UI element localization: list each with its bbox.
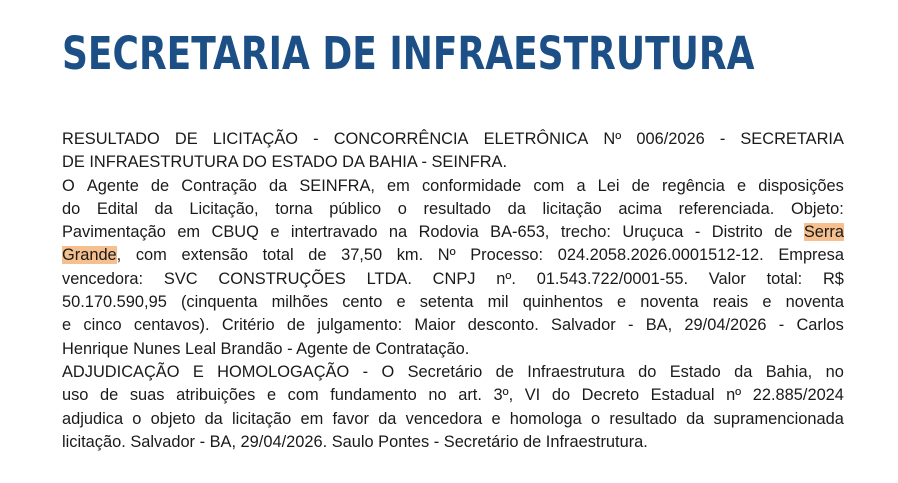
word: art. — [458, 386, 482, 405]
word: adjudica — [62, 409, 124, 428]
word: Contração — [181, 176, 257, 195]
word: vencedora — [405, 409, 483, 428]
word: CNPJ — [432, 269, 476, 288]
notice-line — [62, 408, 844, 431]
word: 006/2026 — [636, 130, 705, 148]
line-text: DE INFRAESTRUTURA DO ESTADO DA BAHIA - SEINFRA. — [62, 153, 508, 172]
word: CONCORRÊNCIA — [333, 130, 469, 148]
word: conformidade — [421, 176, 522, 195]
word: CONSTRUÇÕES — [218, 269, 346, 288]
notice-line — [62, 175, 844, 198]
word: 50.170.590,95 — [62, 293, 167, 312]
word: de — [308, 246, 327, 265]
notice-line — [62, 361, 844, 384]
notice-line — [62, 198, 844, 221]
word: SEINFRA, — [299, 176, 375, 195]
word: Salvador — [551, 316, 616, 335]
line-text: licitação. Salvador - BA, 29/04/2026. Saulo Pontes - Secretário de Infraestrutura. — [62, 432, 648, 451]
word: - — [313, 130, 319, 148]
word: de — [150, 176, 170, 195]
word: Rodovia — [418, 223, 479, 242]
word: o — [397, 199, 407, 218]
word: suas — [129, 386, 165, 405]
word: supramencionada — [713, 409, 844, 428]
word: e — [617, 293, 627, 312]
word: do — [551, 386, 571, 405]
word: Agente — [86, 176, 139, 195]
word: e — [396, 293, 406, 312]
word: homologa — [509, 409, 582, 428]
word: de — [631, 176, 650, 195]
word: km. — [396, 246, 424, 265]
word: Estadual — [650, 386, 715, 405]
word: Distrito — [711, 223, 763, 242]
word: licitação — [232, 409, 292, 428]
word: em — [177, 223, 201, 242]
word: atribuições — [176, 386, 256, 405]
word: VI — [524, 386, 541, 405]
highlighted-word: Serra — [803, 223, 844, 242]
word: em — [387, 176, 410, 195]
word: E — [192, 362, 204, 381]
word: Maior — [414, 316, 456, 335]
word: vencedora: — [62, 269, 144, 288]
word: torna — [275, 199, 313, 218]
word: e — [270, 223, 280, 242]
word: a — [576, 176, 586, 195]
word: regência — [662, 176, 725, 195]
word: no — [825, 362, 844, 381]
word: da — [686, 409, 705, 428]
word: em — [300, 409, 324, 428]
word: Secretário — [407, 362, 483, 381]
word: - — [719, 130, 726, 148]
word: desconto. — [467, 316, 539, 335]
word: acima — [618, 199, 663, 218]
word: Edital — [96, 199, 138, 218]
word: LICITAÇÃO — [212, 130, 299, 148]
notice-line — [62, 384, 844, 407]
notice-body — [62, 128, 844, 454]
word: da — [154, 199, 173, 218]
word: (cinquenta — [180, 293, 258, 312]
word: CBUQ — [211, 223, 259, 242]
word: 22.885/2024 — [752, 386, 844, 405]
word: mil — [487, 293, 509, 312]
word: - — [628, 316, 634, 335]
word: reais — [712, 293, 749, 312]
notice-line — [62, 431, 844, 454]
word: - — [778, 316, 785, 335]
word: com — [135, 246, 167, 265]
word: extensão — [181, 246, 248, 265]
word: Uruçuca — [622, 223, 684, 242]
word: intertravado — [290, 223, 378, 242]
word: do — [638, 362, 657, 381]
word: resultado — [609, 409, 677, 428]
notice-line — [62, 128, 844, 151]
word: Nº — [603, 130, 622, 148]
word: do — [62, 199, 81, 218]
word: ADJUDICAÇÃO — [62, 362, 180, 381]
word: BA-653, — [490, 223, 550, 242]
notice-line — [62, 338, 844, 361]
notice-line — [62, 268, 844, 291]
word: centavos). — [133, 316, 210, 335]
word: com — [533, 176, 565, 195]
word: 024.2058.2026.0001512-12. — [557, 246, 764, 265]
word: com — [287, 386, 319, 405]
word: fundamento — [330, 386, 417, 405]
word: Processo: — [470, 246, 544, 265]
word: O — [381, 362, 395, 381]
word: resultado — [423, 199, 491, 218]
word: e — [736, 176, 747, 195]
word: e — [491, 409, 501, 428]
notice-line — [62, 244, 844, 267]
word: RESULTADO — [62, 130, 160, 148]
word: cinco — [83, 316, 122, 335]
word: público — [329, 199, 382, 218]
word: setenta — [419, 293, 474, 312]
word: LTDA. — [366, 269, 412, 288]
word: 01.543.722/0001-55. — [536, 269, 688, 288]
word: Infraestrutura — [527, 362, 625, 381]
word: favor — [332, 409, 369, 428]
word: noventa — [640, 293, 699, 312]
notice-line — [62, 314, 844, 337]
word: R$ — [822, 269, 844, 288]
word: total: — [766, 269, 803, 288]
word: Critério — [221, 316, 275, 335]
word: de — [100, 386, 119, 405]
word: Objeto: — [790, 199, 844, 218]
word: de — [774, 223, 793, 242]
word: o — [132, 409, 142, 428]
word: o — [591, 409, 601, 428]
word: quinhentos — [522, 293, 603, 312]
word: - — [362, 362, 369, 381]
word: cento — [342, 293, 383, 312]
word: disposições — [758, 176, 844, 195]
highlighted-word: Grande, — [62, 246, 122, 265]
word: - — [694, 223, 701, 242]
word: e — [62, 316, 72, 335]
word: no — [428, 386, 447, 405]
word: referenciada. — [678, 199, 775, 218]
word: noventa — [785, 293, 844, 312]
word: milhões — [271, 293, 329, 312]
word: e — [762, 293, 772, 312]
word: Decreto — [581, 386, 640, 405]
word: Pavimentação — [62, 223, 166, 242]
word: da — [204, 409, 223, 428]
word: objeto — [150, 409, 196, 428]
word: trecho: — [560, 223, 611, 242]
word: de — [286, 316, 306, 335]
word: nº — [726, 386, 742, 405]
line-text: Henrique Nunes Leal Brandão - Agente de Contratação. — [62, 339, 470, 358]
word: e — [266, 386, 277, 405]
notice-line — [62, 291, 844, 314]
word: Valor — [708, 269, 746, 288]
word: HOMOLOGAÇÃO — [217, 362, 350, 381]
word: de — [495, 362, 514, 381]
word: SECRETARIA — [740, 130, 844, 148]
notice-line — [62, 151, 844, 174]
word: licitação — [542, 199, 602, 218]
word: 37,50 — [341, 246, 383, 265]
word: da — [269, 176, 288, 195]
word: O — [62, 176, 75, 195]
word: na — [388, 223, 408, 242]
word: 29/04/2026 — [684, 316, 767, 335]
word: Carlos — [796, 316, 844, 335]
word: Licitação, — [189, 199, 259, 218]
section-title: SECRETARIA DE INFRAESTRUTURA — [62, 27, 755, 80]
word: BA, — [645, 316, 673, 335]
word: Bahia, — [765, 362, 813, 381]
word: Lei — [597, 176, 620, 195]
word: da — [378, 409, 397, 428]
word: da — [734, 362, 753, 381]
word: Estado — [669, 362, 721, 381]
word: DE — [174, 130, 198, 148]
word: SVC — [163, 269, 198, 288]
word: uso — [62, 386, 89, 405]
word: nº. — [496, 269, 516, 288]
word: julgamento: — [317, 316, 403, 335]
word: ELETRÔNICA — [483, 130, 589, 148]
word: Nº — [437, 246, 456, 265]
word: Empresa — [778, 246, 844, 265]
word: total — [262, 246, 294, 265]
word: da — [507, 199, 526, 218]
word: 3º, — [493, 386, 514, 405]
notice-line — [62, 221, 844, 244]
